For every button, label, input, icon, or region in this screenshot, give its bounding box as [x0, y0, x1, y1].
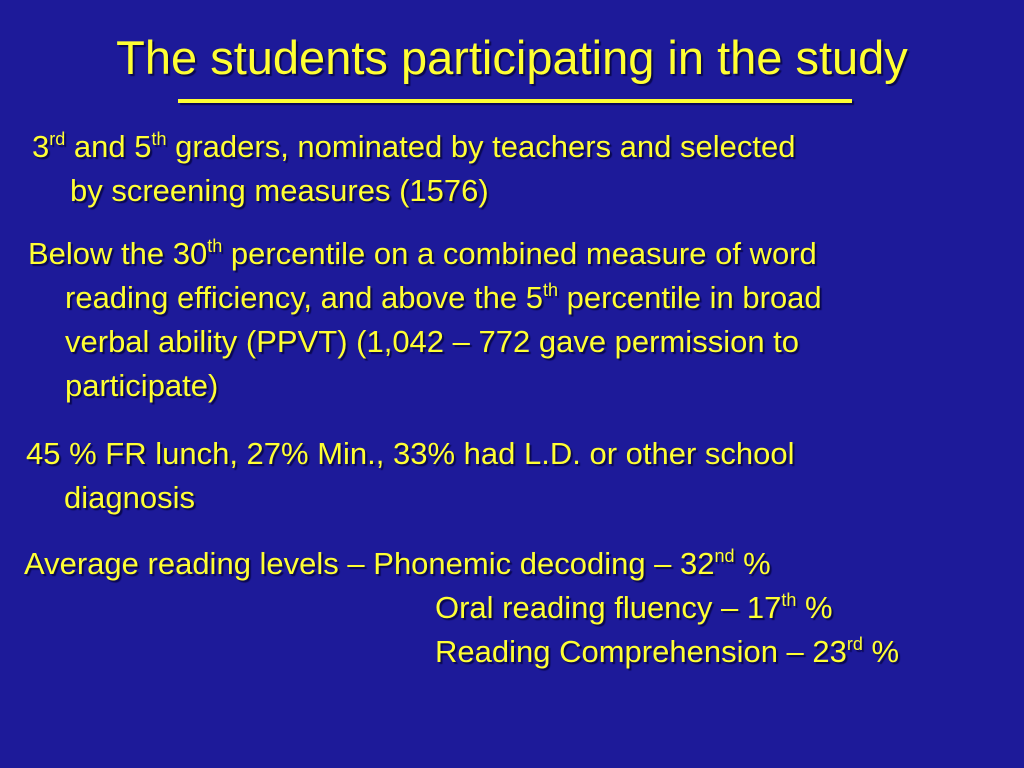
bullet-demographics-line-1: 45 % FR lunch, 27% Min., 33% had L.D. or other school [26, 436, 795, 471]
bullet-demographics [26, 432, 795, 520]
text-run: Oral reading fluency – 17 [435, 590, 782, 625]
bullet-percentile [28, 232, 822, 408]
text-run: 3 [32, 129, 50, 164]
ordinal-superscript: th [781, 590, 797, 610]
bullet-graders-line-1 [32, 125, 795, 169]
text-run: graders, nominated by teachers and selected [166, 129, 796, 164]
bullet-reading-levels-line-3 [24, 630, 899, 674]
text-run: Below the 30 [28, 236, 208, 271]
bullet-graders-line-2: by screening measures (1576) [70, 173, 489, 208]
text-run: Average reading levels – Phonemic decoding – 32 [24, 546, 715, 581]
text-run: % [734, 546, 771, 581]
text-run: percentile on a combined measure of word [222, 236, 817, 271]
bullet-reading-levels-line-1 [24, 542, 899, 586]
bullet-percentile-line-2 [28, 276, 822, 320]
text-run: and 5 [65, 129, 152, 164]
ordinal-superscript: th [207, 236, 223, 256]
bullet-percentile-line-3: verbal ability (PPVT) (1,042 – 772 gave permission to [65, 324, 800, 359]
bullet-reading-levels [24, 542, 899, 674]
bullet-percentile-line-4: participate) [65, 368, 219, 403]
slide-title: The students participating in the study [116, 31, 908, 84]
bullet-percentile-line-1 [28, 232, 822, 276]
ordinal-superscript: rd [49, 129, 66, 149]
text-run: reading efficiency, and above the 5 [65, 280, 543, 315]
text-run: % [796, 590, 833, 625]
title-underline [178, 99, 852, 103]
bullet-reading-levels-line-2 [24, 586, 899, 630]
ordinal-superscript: nd [714, 546, 735, 566]
ordinal-superscript: th [151, 129, 167, 149]
text-run: % [862, 634, 900, 669]
text-run: Reading Comprehension – 23 [435, 634, 847, 669]
ordinal-superscript: th [542, 280, 558, 300]
bullet-graders [32, 125, 795, 213]
text-run: percentile in broad [558, 280, 822, 315]
bullet-demographics-line-2: diagnosis [64, 480, 195, 515]
ordinal-superscript: rd [846, 634, 863, 654]
